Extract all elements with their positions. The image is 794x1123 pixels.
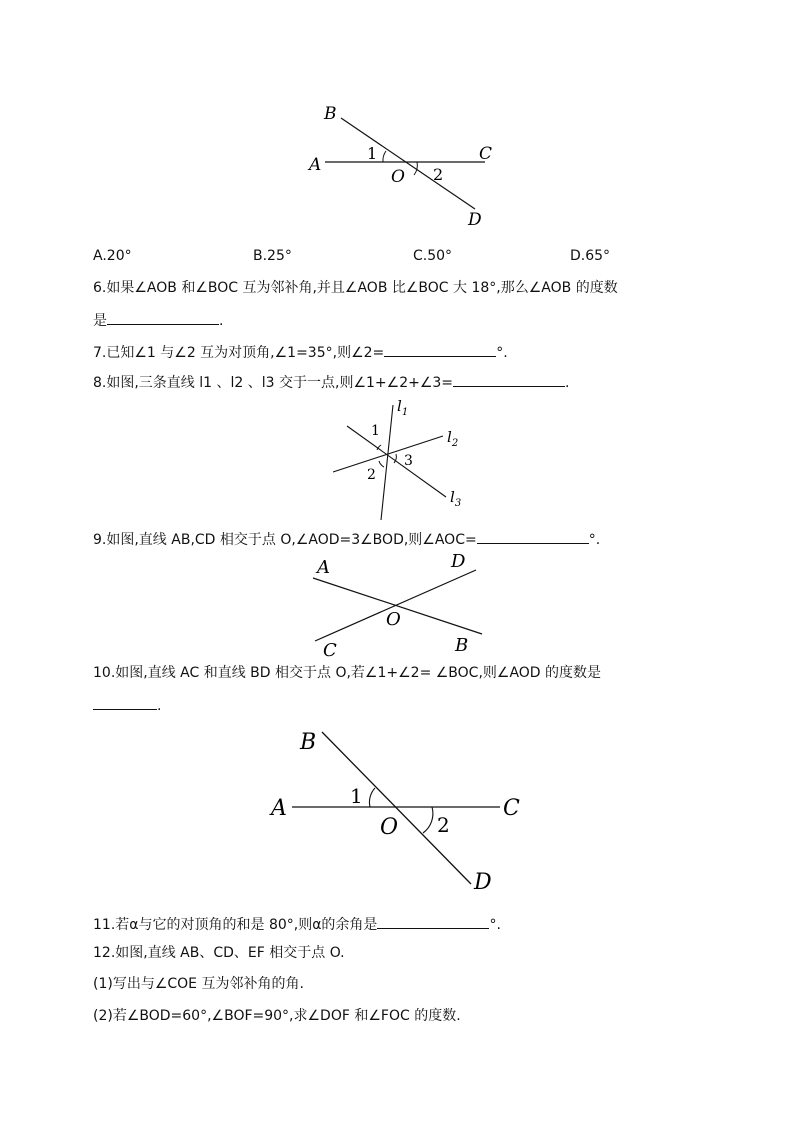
fig3-label-a: A [317, 557, 330, 578]
fig4-label-c: C [503, 796, 520, 821]
fig2-label-l1: $l_1$ [397, 397, 409, 418]
question-11 [93, 913, 501, 934]
q11-answer-blank[interactable] [377, 913, 489, 929]
q6-prefix: 是 [93, 313, 107, 329]
q9-prefix: 9.如图,直线 AB,CD 相交于点 O,∠AOD=3∠BOD,则∠AOC= [93, 532, 477, 548]
fig4-label-d: D [474, 870, 492, 895]
fig3-label-o: O [386, 609, 401, 630]
fig1-angle-2: 2 [433, 165, 444, 184]
fig3-label-c: C [323, 640, 337, 661]
fig1-label-c: C [479, 144, 493, 164]
fig2-angle-3: 3 [404, 453, 413, 469]
fig1-label-b: B [324, 104, 337, 124]
question-12-part-1: (1)写出与∠COE 互为邻补角的角. [93, 976, 304, 992]
fig4-angle-1: 1 [350, 784, 363, 808]
option-c: C.50° [413, 248, 453, 264]
fig1-label-o: O [391, 167, 405, 187]
question-6-line-1: 6.如果∠AOB 和∠BOC 互为邻补角,并且∠AOB 比∠BOC 大 18°,那么∠AOB 的度数 [93, 280, 618, 296]
fig4-label-a: A [271, 796, 287, 821]
fig4-label-o: O [380, 815, 399, 840]
q10-suffix: . [157, 698, 162, 714]
q8-suffix: . [565, 375, 570, 391]
q11-prefix: 11.若α与它的对顶角的和是 80°,则α的余角是 [93, 917, 378, 933]
question-12-part-2: (2)若∠BOD=60°,∠BOF=90°,求∠DOF 和∠FOC 的度数. [93, 1008, 461, 1024]
fig4-label-b: B [300, 730, 317, 755]
q9-suffix: °. [588, 532, 601, 548]
option-a: A.20° [93, 248, 132, 264]
fig1-label-a: A [309, 155, 322, 175]
fig3-label-d: D [451, 551, 466, 572]
question-10-line-1: 10.如图,直线 AC 和直线 BD 相交于点 O,若∠1+∠2= ∠BOC,则∠AOD 的度数是 [93, 665, 602, 681]
q6-suffix: . [219, 313, 224, 329]
option-d: D.65° [570, 248, 611, 264]
fig2-label-l2: $l_2$ [447, 428, 459, 449]
fig2-angle-2: 2 [367, 467, 376, 483]
fig1-angle-1: 1 [367, 144, 378, 163]
q8-prefix: 8.如图,三条直线 l1 、l2 、l3 交于一点,则∠1+∠2+∠3= [93, 375, 454, 391]
question-12-stem: 12.如图,直线 AB、CD、EF 相交于点 O. [93, 945, 345, 961]
q7-prefix: 7.已知∠1 与∠2 互为对顶角,∠1=35°,则∠2= [93, 345, 385, 361]
fig2-angle-1: 1 [371, 423, 380, 439]
option-b: B.25° [253, 248, 292, 264]
fig2-label-l3: $l_3$ [450, 488, 462, 509]
fig1-label-d: D [468, 210, 482, 230]
q7-suffix: °. [496, 345, 508, 361]
fig3-label-b: B [455, 635, 469, 656]
q11-suffix: °. [489, 917, 501, 933]
fig4-angle-2: 2 [437, 813, 450, 837]
